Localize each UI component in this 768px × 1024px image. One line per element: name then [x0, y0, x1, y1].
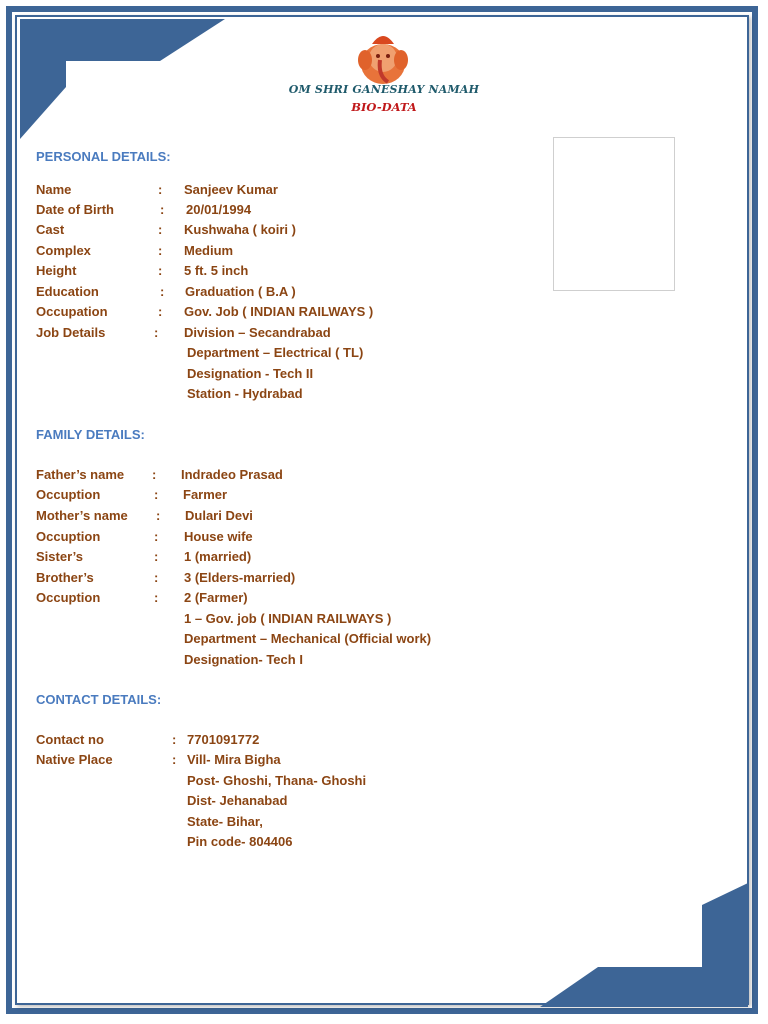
row-value: Kushwaha ( koiri ): [184, 222, 296, 237]
row-separator: :: [158, 263, 163, 278]
row-value: 20/01/1994: [186, 202, 252, 217]
row-label: Complex: [36, 243, 91, 258]
row-label: Father’s name: [36, 467, 125, 482]
row-separator: :: [172, 752, 177, 767]
row-label: Date of Birth: [36, 202, 114, 217]
row-value: Station - Hydrabad: [187, 386, 303, 401]
row-value: Pin code- 804406: [187, 834, 293, 849]
row-value: Graduation ( B.A ): [185, 284, 296, 299]
row-label: Height: [36, 263, 77, 278]
family-details-heading: FAMILY DETAILS:: [36, 427, 145, 442]
corner-decoration-top-left: [20, 19, 230, 141]
row-separator: :: [158, 182, 163, 197]
row-value: 2 (Farmer): [184, 590, 248, 605]
row-label: Cast: [36, 222, 65, 237]
row-separator: :: [154, 487, 159, 502]
row-label: Education: [36, 284, 99, 299]
profile-photo: [553, 137, 675, 291]
row-value: 1 (married): [184, 549, 252, 564]
row-separator: :: [172, 732, 177, 747]
row-value: Indradeo Prasad: [181, 467, 283, 482]
corner-decoration-bottom-right: [540, 883, 748, 1007]
row-value: House wife: [184, 529, 253, 544]
row-value: Vill- Mira Bigha: [187, 752, 281, 767]
row-label: Brother’s: [36, 570, 94, 585]
row-separator: :: [160, 202, 165, 217]
row-label: Occuption: [36, 487, 101, 502]
row-value: Department – Mechanical (Official work): [184, 631, 432, 646]
row-label: Sister’s: [36, 549, 83, 564]
row-value: Farmer: [183, 487, 228, 502]
row-label: Native Place: [36, 752, 113, 767]
personal-details-heading: PERSONAL DETAILS:: [36, 149, 171, 164]
row-label: Occupation: [36, 304, 108, 319]
row-value: Dulari Devi: [185, 508, 253, 523]
row-value: State- Bihar,: [187, 814, 263, 829]
row-separator: :: [158, 304, 163, 319]
row-separator: :: [152, 467, 157, 482]
row-separator: :: [154, 570, 159, 585]
row-value: 7701091772: [187, 732, 260, 747]
row-separator: :: [160, 284, 165, 299]
row-label: Name: [36, 182, 72, 197]
row-value: Dist- Jehanabad: [187, 793, 288, 808]
row-separator: :: [154, 590, 159, 605]
row-value: Medium: [184, 243, 234, 258]
row-value: Gov. Job ( INDIAN RAILWAYS ): [184, 304, 374, 319]
document-title: BIO-DATA: [351, 100, 417, 114]
row-separator: :: [158, 243, 163, 258]
row-value: Division – Secandrabad: [184, 325, 331, 340]
contact-details-heading: CONTACT DETAILS:: [36, 692, 162, 707]
row-label: Contact no: [36, 732, 104, 747]
row-separator: :: [154, 549, 159, 564]
row-value: Designation- Tech I: [184, 652, 303, 667]
row-separator: :: [154, 529, 159, 544]
row-value: Post- Ghoshi, Thana- Ghoshi: [187, 773, 367, 788]
row-value: 1 – Gov. job ( INDIAN RAILWAYS ): [184, 611, 392, 626]
row-label: Occuption: [36, 529, 101, 544]
row-value: Designation - Tech II: [187, 366, 314, 381]
row-value: 5 ft. 5 inch: [184, 263, 249, 278]
ganesha-logo: [350, 28, 416, 88]
row-label: Mother’s name: [36, 508, 128, 523]
row-separator: :: [156, 508, 161, 523]
row-label: Job Details: [36, 325, 106, 340]
row-value: 3 (Elders-married): [184, 570, 296, 585]
row-separator: :: [158, 222, 163, 237]
row-value: Sanjeev Kumar: [184, 182, 278, 197]
row-label: Occuption: [36, 590, 101, 605]
row-value: Department – Electrical ( TL): [187, 345, 364, 360]
row-separator: :: [154, 325, 159, 340]
invocation-text: OM SHRI GANESHAY NAMAH: [288, 83, 480, 96]
